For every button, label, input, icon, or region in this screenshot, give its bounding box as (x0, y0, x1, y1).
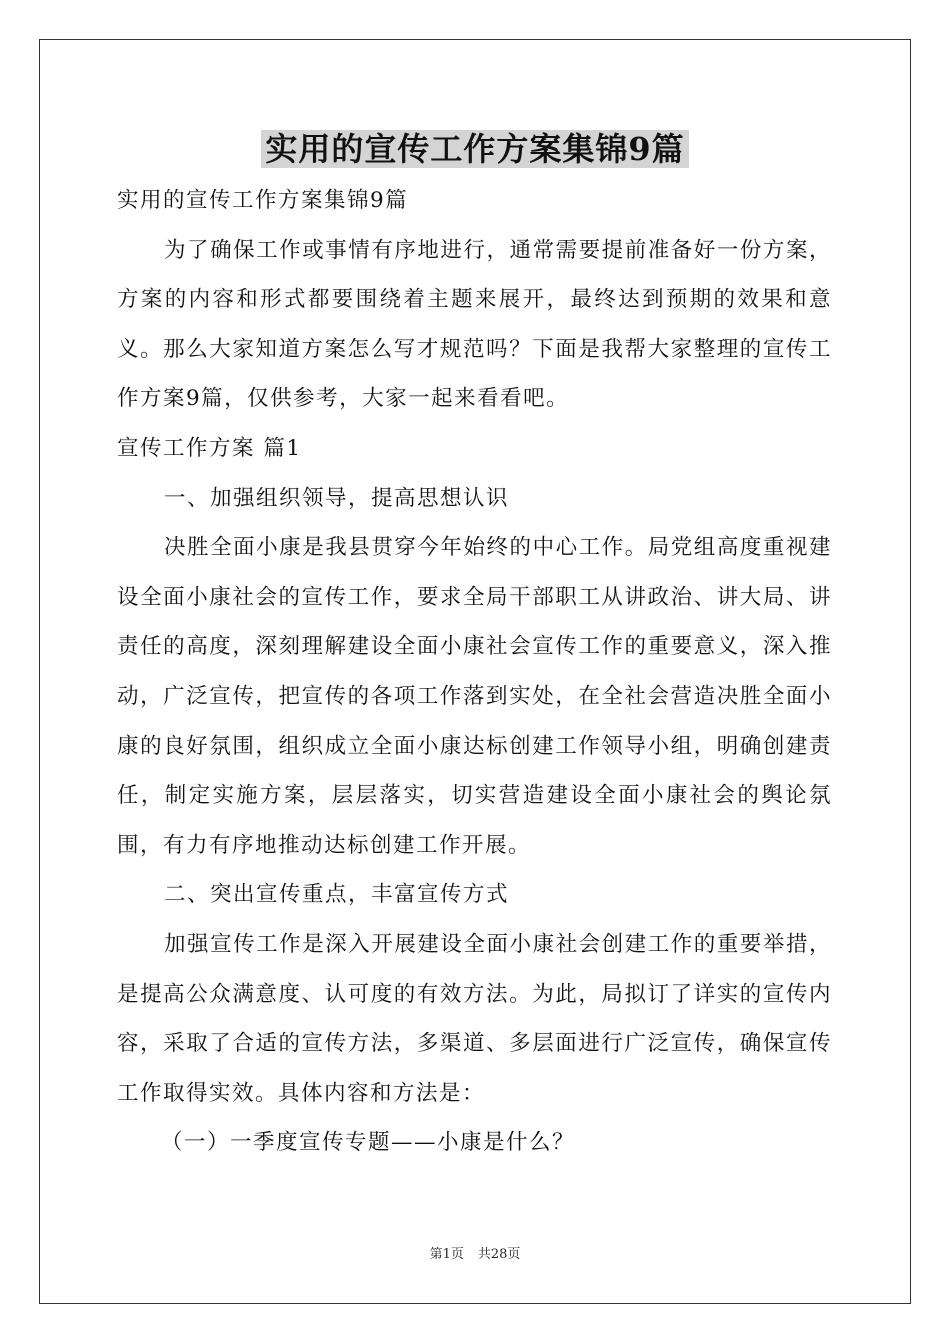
document-title (0, 124, 950, 174)
page-number-total: 共28页 (477, 1247, 521, 1262)
document-title-text: 实用的宣传工作方案集锦9篇 (261, 130, 688, 168)
section-heading: 宣传工作方案 篇1 (117, 435, 302, 461)
subtitle-line: 实用的宣传工作方案集锦9篇 (117, 188, 409, 213)
body-paragraph-2: 加强宣传工作是深入开展建设全面小康社会创建工作的重要举措，是提高公众满意度、认可度的有效方法。为此，局拟订了详实的宣传内容，采取了合适的宣传方法，多渠道、多层面进行广泛宣传，确保宣传工作取得实效。具体内容和方法是： (117, 931, 832, 1106)
page-number-current: 第1页 (429, 1247, 464, 1262)
subheading-2: 二、突出宣传重点，丰富宣传方式 (164, 882, 510, 908)
document-body (117, 176, 832, 1168)
page-footer (0, 1245, 950, 1265)
subheading-1: 一、加强组织领导，提高思想认识 (164, 485, 510, 511)
sub-item-1: （一）一季度宣传专题——小康是什么？ (161, 1130, 576, 1156)
intro-paragraph: 为了确保工作或事情有序地进行，通常需要提前准备好一份方案，方案的内容和形式都要围绕着主题来展开，最终达到预期的效果和意义。那么大家知道方案怎么写才规范吗？下面是我帮大家整理的宣传工作方案9篇，仅供参考，大家一起来看看吧。 (117, 237, 832, 412)
body-paragraph-1: 决胜全面小康是我县贯穿今年始终的中心工作。局党组高度重视建设全面小康社会的宣传工作，要求全局干部职工从讲政治、讲大局、讲责任的高度，深刻理解建设全面小康社会宣传工作的重要意义，深入推动，广泛宣传，把宣传的各项工作落到实处，在全社会营造决胜全面小康的良好氛围，组织成立全面小康达标创建工作领导小组，明确创建责任，制定实施方案，层层落实，切实营造建设全面小康社会的舆论氛围，有力有序地推动达标创建工作开展。 (117, 535, 832, 858)
